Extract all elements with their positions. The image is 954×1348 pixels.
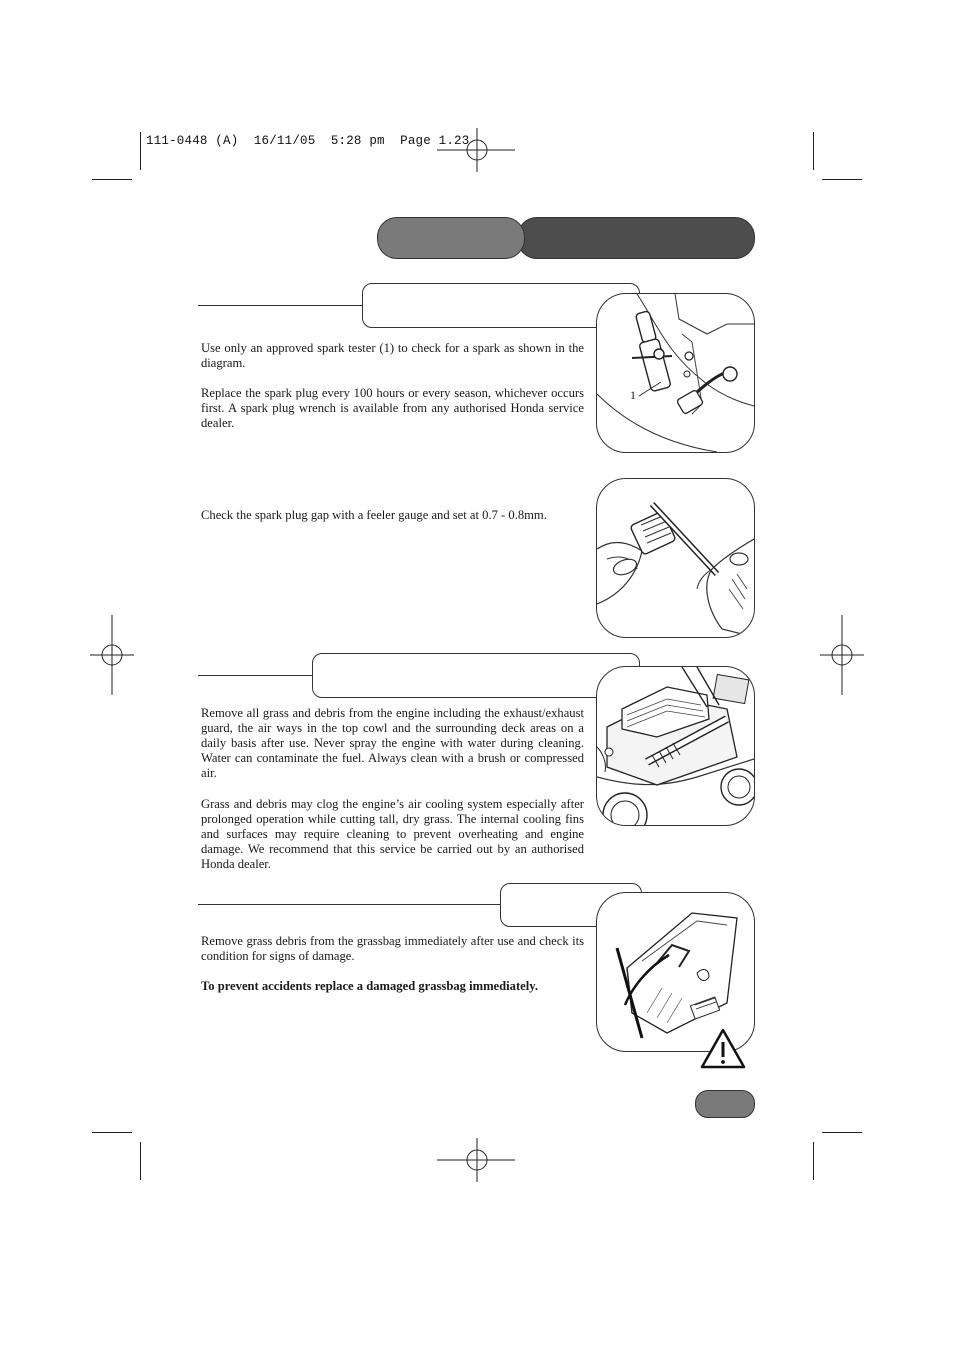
spark-plug-paragraph-1: Use only an approved spark tester (1) to check for a spark as shown in the diagram. bbox=[201, 341, 584, 370]
crop-mark-tr-v bbox=[813, 132, 814, 170]
spark-gap-paragraph: Check the spark plug gap with a feeler gauge and set at 0.7 - 0.8mm. bbox=[201, 508, 547, 522]
crop-mark-tl-h bbox=[92, 179, 132, 180]
header-tab-dark bbox=[517, 217, 755, 259]
section-rule-engine-cleaning bbox=[198, 675, 313, 676]
page-number-tab bbox=[695, 1090, 755, 1118]
warning-triangle-icon bbox=[699, 1027, 747, 1071]
header-tab-light bbox=[377, 217, 525, 259]
crop-mark-tr-h bbox=[822, 179, 862, 180]
crop-mark-tl-v bbox=[140, 132, 141, 170]
grassbag-warning-text: To prevent accidents replace a damaged grassbag immediately. bbox=[201, 979, 538, 993]
section-rule-grassbag bbox=[198, 904, 501, 905]
spark-tester-callout-label: 1 bbox=[630, 388, 636, 402]
crop-mark-bl-h bbox=[92, 1132, 132, 1133]
registration-mark-bottom bbox=[437, 1138, 517, 1182]
registration-mark-left bbox=[90, 615, 134, 695]
grassbag-paragraph: Remove grass debris from the grassbag immediately after use and check its condition for signs of damage. bbox=[201, 934, 584, 963]
spark-plug-paragraph-2: Replace the spark plug every 100 hours or every season, whichever occurs first. A spark plug wrench is available from any authorised Honda service dealer. bbox=[201, 386, 584, 430]
crop-mark-bl-v bbox=[140, 1142, 141, 1180]
section-heading-box-engine-cleaning bbox=[312, 653, 640, 698]
spark-tester-illustration bbox=[596, 293, 755, 453]
spark-tester-drawing bbox=[597, 294, 754, 452]
engine-cleaning-paragraph-1: Remove all grass and debris from the engine including the exhaust/exhaust guard, the air ways in the top cowl and the surrounding deck areas on a daily basis after use. Never spray the engine with water during cleaning. Water can contaminate the fuel. Always clean with a brush or compressed air. bbox=[201, 706, 584, 780]
crop-mark-br-h bbox=[822, 1132, 862, 1133]
feeler-gauge-illustration bbox=[596, 478, 755, 638]
registration-mark-right bbox=[820, 615, 864, 695]
crop-mark-br-v bbox=[813, 1142, 814, 1180]
print-slug: 111-0448 (A) 16/11/05 5:28 pm Page 1.23 bbox=[146, 134, 470, 148]
engine-cleaning-paragraph-2: Grass and debris may clog the engine’s air cooling system especially after prolonged operation while cutting tall, dry grass. The internal cooling fins and surfaces may require cleaning to prevent overheating and engine damage. We recommend that this service be carried out by an authorised Honda dealer. bbox=[201, 797, 584, 871]
mower-cleaning-illustration bbox=[596, 666, 755, 826]
feeler-gauge-drawing bbox=[597, 479, 754, 637]
mower-cleaning-drawing bbox=[597, 667, 754, 825]
section-rule-spark-plug bbox=[198, 305, 363, 306]
